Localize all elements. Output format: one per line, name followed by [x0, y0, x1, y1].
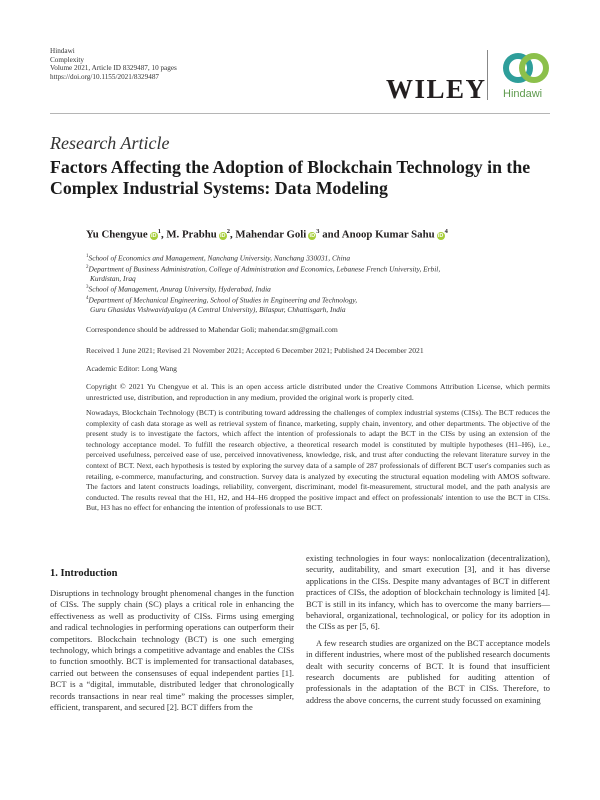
copyright-notice: Copyright © 2021 Yu Chengyue et al. This is an open access article distributed under the Creative Commons Attribution License, which permits unrestricted use, distribution, and reproduction in any medium, provided the original work is properly cited. [86, 382, 550, 402]
paragraph: A few research studies are organized on the BCT acceptance models in different industries, where most of the published research documents dealt with security concerns of BCT. It is found that insufficient research documents are published for auditing attention of professionals in the adaptation of the BCT in CISs. Therefore, to address the above concerns, the current study focussed on examining [306, 637, 550, 705]
author-sup: 3 [316, 228, 320, 235]
section-heading: 1. Introduction [50, 568, 118, 579]
orcid-icon[interactable]: iD [309, 232, 316, 239]
publication-dates: Received 1 June 2021; Revised 21 November 2021; Accepted 6 December 2021; Published 24 December 2021 [86, 346, 424, 355]
affiliation-sup: 1 [86, 254, 89, 259]
affiliation-continuation: Guru Ghasidas Vishwavidyalaya (A Central University), Bilaspur, Chhattisgarh, India [90, 304, 346, 314]
hindawi-logo-text: Hindawi [503, 88, 543, 100]
academic-editor: Academic Editor: Long Wang [86, 364, 177, 373]
affiliation-text: School of Management, Anurag University, Hyderabad, India [88, 284, 271, 294]
affiliation-sup: 3 [86, 285, 89, 291]
volume-line: Volume 2021, Article ID 8329487, 10 pages [50, 64, 177, 73]
journal-name: Complexity [50, 55, 84, 64]
affiliation-item [86, 294, 550, 305]
body-column-left [50, 588, 294, 713]
affiliation-item [86, 283, 550, 294]
header-rule [50, 113, 550, 114]
affiliation-text: School of Economics and Management, Nanchang University, Nanchang 330031, China [88, 253, 351, 263]
abstract: Nowadays, Blockchain Technology (BCT) is contributing toward addressing the challenges of complex industrial systems (CISs). The BCT reduces the complexity of cash data storage as well as retrieval system of finance, marketing, supply chain, inventory, and other departments. The objective of the present study is to investigate the factors, which affect the intention of professionals to adapt the BCT in the CISs by using an extension of the technology acceptance model. To fulfill the research objective, a theoretical research model is constituted by multiple hypotheses (H1–H6), i.e., perceived usefulness, perceived ease of use, perceived innovativeness, knowledge, risk, and trust after conducting the relevant literature survey in the context of BCT. Next, each hypothesis is tested by exploring the survey data of a sample of 287 professionals of different BCT user's companies such as retailing, e-commerce, manufacturing, and construction. Survey data is analyzed by executing the structural equation modeling with AMOS software. The factors and latent constructs loadings, reliability, convergent, discriminant, model fit-measurement, structural model, and the path analysis are conducted. The results reveal that the H1, H2, and H4–H6 dropped the positive impact and effect on professionals' intention to use the BCT in CISs. But, H3 has no effect for enhancing the intention of professionals to use BCT. [86, 408, 550, 513]
article-title: Factors Affecting the Adoption of Blockchain Technology in the Complex Industrial Systems: Data Modeling [50, 157, 531, 198]
author-name: Anoop Kumar Sahu [341, 228, 435, 241]
journal-meta [50, 47, 177, 81]
wiley-logo: WILEY [386, 74, 487, 104]
affiliation-text: Department of Business Administration, College of Administration and Economics, Lebanese French University, Erbil, [88, 264, 441, 274]
logo-divider [487, 50, 488, 100]
affiliation-text: Department of Mechanical Engineering, School of Studies in Engineering and Technology, [88, 295, 358, 305]
author-list [86, 228, 448, 241]
affiliation-item [86, 252, 550, 263]
paragraph: Disruptions in technology brought phenomenal changes in the function of CISs. The supply chain (SC) plays a critical role in enhancing the effectiveness as well as productivity of CISs. Firms using emerging and radical technologies in performing operations can outperform their competitors. Blockchain technology (BCT) is one such emerging technology, which brings a competitive advantage and enables the CISs to function smoothly. BCT is implemented for transactional databases, carried out between the consensuses of equal independent parties [1]. BCT is a “digital, immutable, distributed ledger that chronologically records transactions in near real time” making the processes simpler, efficient, transparent, and secured [2]. BCT differs from the [50, 588, 294, 713]
author-name: M. Prabhu [166, 228, 217, 241]
article-type: Research Article [50, 133, 170, 153]
correspondence: Correspondence should be addressed to Mahendar Goli; mahendar.sm@gmail.com [86, 325, 338, 334]
body-column-right [306, 553, 550, 706]
orcid-icon[interactable]: iD [220, 232, 226, 239]
author-separator: , [230, 228, 236, 241]
affiliation-sup: 4 [86, 296, 89, 302]
author-sup: 4 [444, 228, 448, 235]
author-separator: and [319, 228, 342, 241]
publisher-name: Hindawi [50, 47, 75, 55]
orcid-icon[interactable]: iD [150, 232, 157, 239]
author-sup: 2 [226, 228, 230, 235]
author-name: Yu Chengyue [86, 228, 148, 241]
affiliation-sup: 2 [86, 264, 89, 270]
affiliation-item [86, 263, 550, 274]
doi-link[interactable]: https://doi.org/10.1155/2021/8329487 [50, 72, 160, 81]
affiliation-continuation: Kurdistan, Iraq [90, 273, 136, 283]
author-separator: , [160, 228, 167, 241]
author-name: Mahendar Goli [235, 228, 307, 241]
hindawi-logo-mark [496, 48, 556, 88]
affiliations [86, 252, 550, 314]
author-sup: 1 [157, 228, 161, 235]
paragraph: existing technologies in four ways: nonlocalization (decentralization), security, auditability, and smart execution [3], and it has diverse applications in the CISs. Despite many advantages of BCT in different practices of CISs, the adoption of blockchain technology is limited [4]. BCT is still in its infancy, which has to overcome the many barriers—behavioral, organizational, technological, or policy for its adoption in the CISs as per [5, 6]. [306, 553, 550, 632]
orcid-icon[interactable]: iD [437, 232, 444, 239]
